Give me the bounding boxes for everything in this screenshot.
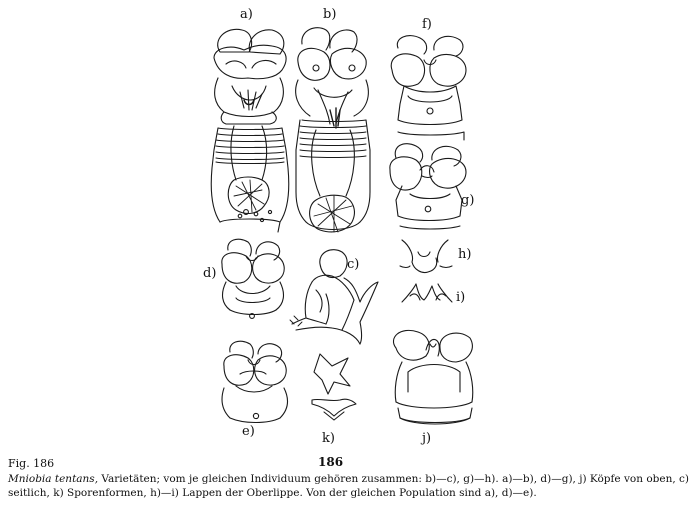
drawing-a-whole-animal-dorsal — [211, 29, 288, 232]
label-i: i) — [456, 290, 466, 305]
drawing-c-head-lateral — [290, 250, 378, 344]
drawing-b-whole-animal-dorsal — [296, 28, 370, 232]
label-e: e) — [242, 424, 255, 439]
caption-species-name: Mniobia tentans, — [8, 473, 99, 485]
drawing-k-spore-forms — [312, 354, 356, 420]
figure-number: Fig. 186 — [8, 457, 55, 470]
label-g: g) — [461, 193, 475, 208]
label-k: k) — [322, 431, 335, 446]
label-d: d) — [203, 266, 217, 281]
page-number: 186 — [318, 455, 344, 469]
drawing-g-head-dorsal — [390, 144, 466, 229]
drawing-f-head-dorsal — [391, 36, 466, 140]
drawing-d-head-dorsal — [222, 239, 284, 318]
label-f: f) — [422, 17, 432, 32]
caption-text: Varietäten; vom je gleichen Individuum gehören zusammen: b)—c), g)—h). a)—b), d)—g), j) Köpfe von oben, c) seitlich, k) Sporenformen, h)—i) Lappen der Oberlippe. Von der gleichen Population sind a), d)—e). — [8, 473, 689, 499]
drawing-j-head-dorsal — [393, 330, 472, 424]
label-j: j) — [422, 431, 432, 446]
drawing-e-head-dorsal — [222, 341, 287, 422]
drawing-i-upper-lip-lobes — [402, 284, 452, 302]
label-c: c) — [347, 257, 360, 272]
drawing-h-upper-lip-lobes — [400, 240, 452, 273]
figure-caption — [8, 472, 694, 500]
label-a: a) — [240, 7, 253, 22]
label-b: b) — [323, 7, 337, 22]
label-h: h) — [458, 247, 472, 262]
